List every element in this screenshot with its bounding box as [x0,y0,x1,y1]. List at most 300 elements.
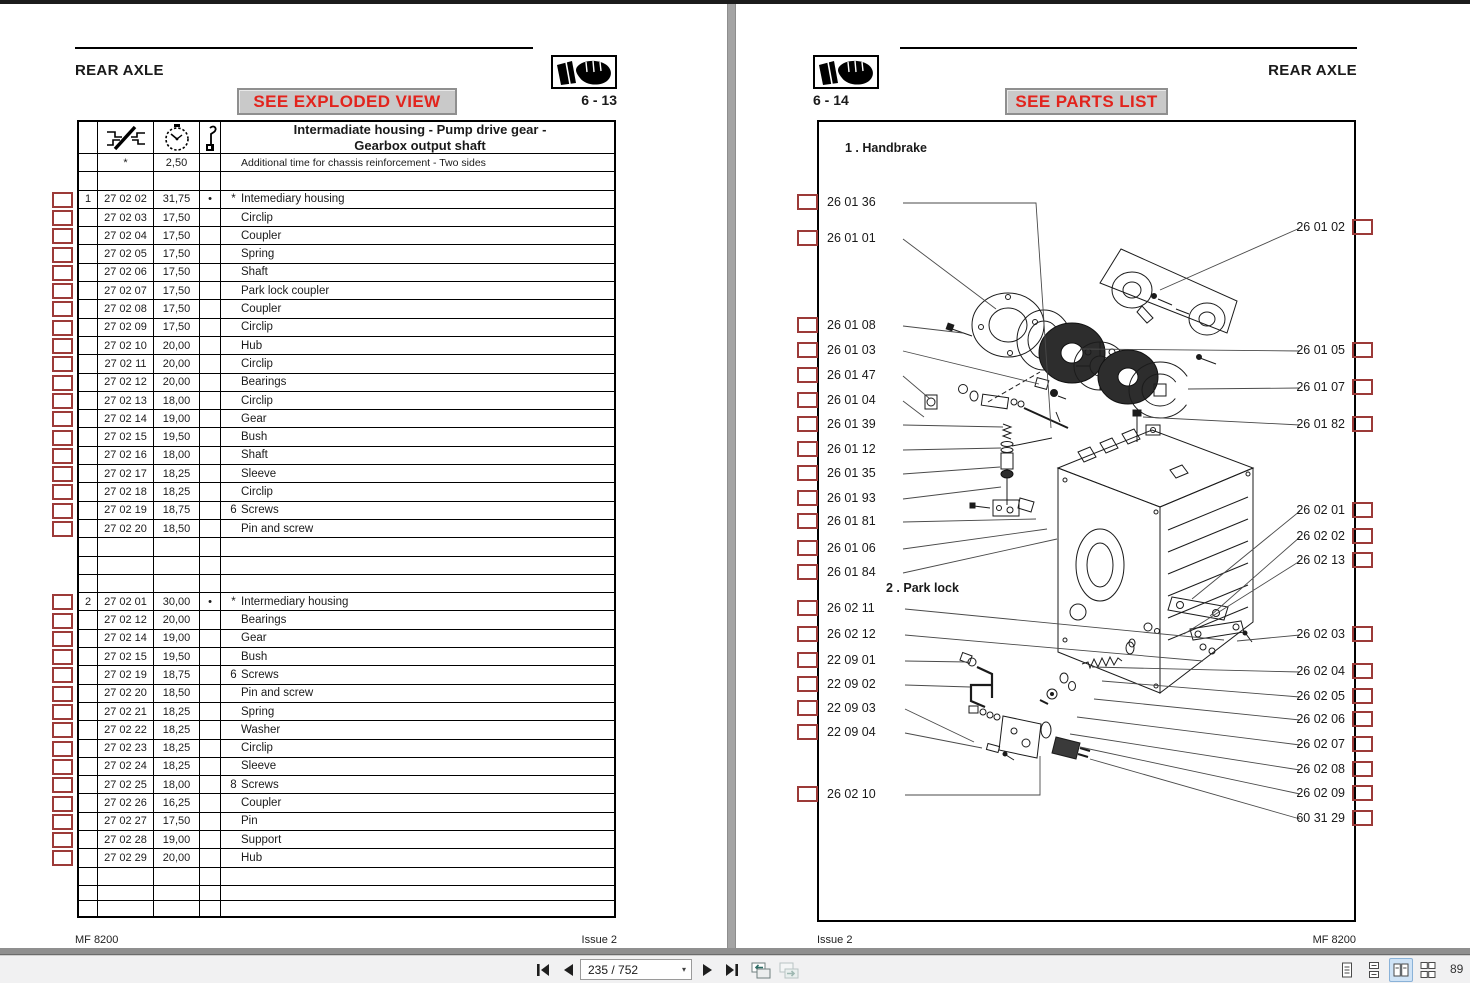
cell-c3 [200,374,221,391]
cell-c1 [98,886,154,900]
part-number-label: 26 01 02 [1296,220,1345,234]
cell-c3 [200,300,221,317]
cell-c1: 27 02 15 [98,428,154,445]
cell-c1: 27 02 20 [98,685,154,702]
operation-row [79,282,614,300]
cell-description [221,868,614,885]
operation-link-box[interactable] [52,301,73,317]
cell-c1 [98,868,154,885]
cell-c2: 19,00 [154,410,200,427]
cell-description: Bush [241,650,268,663]
cell-c0 [79,520,98,537]
cell-c0 [79,901,98,916]
part-number-label: 26 01 05 [1296,343,1345,357]
stopwatch-icon [154,122,200,153]
cell-description: Circlip [241,321,273,334]
operation-link-box[interactable] [52,503,73,519]
part-link-box[interactable] [1352,528,1373,544]
cell-c0 [79,557,98,574]
operation-link-box[interactable] [52,338,73,354]
operation-row [79,209,614,227]
cell-description: Bearings [241,614,287,627]
cell-description: Pin and screw [241,687,314,700]
page-title: REAR AXLE [75,62,164,79]
cell-c0 [79,300,98,317]
page-number-combobox[interactable] [580,959,692,980]
cell-c0 [79,813,98,830]
table-row [79,901,614,916]
cell-c1: 27 02 02 [98,191,154,208]
operation-row [79,410,614,428]
cell-c2: 20,00 [154,849,200,866]
operation-row [79,300,614,318]
part-link-box[interactable] [797,342,818,358]
cell-c3 [200,337,221,354]
cell-c2 [154,868,200,885]
cell-description: Park lock coupler [241,284,330,297]
cell-c1: 27 02 24 [98,758,154,775]
operations-table-header [79,122,614,154]
cell-c1: * [98,154,154,171]
part-link-box[interactable] [797,626,818,642]
cell-c2: 18,75 [154,666,200,683]
cell-c1: 27 02 26 [98,794,154,811]
page-title: REAR AXLE [1268,62,1357,79]
cell-c1: 27 02 18 [98,483,154,500]
page-number-value: 235 / 752 [588,962,639,977]
operation-link-box[interactable] [52,850,73,866]
cell-c2 [154,172,200,189]
cell-c0 [79,374,98,391]
operation-row [79,245,614,263]
part-number-label: 26 01 84 [827,565,876,579]
part-link-box[interactable] [1352,663,1373,679]
cell-description: 8 Screws [230,778,279,791]
cell-description: Sleeve [241,760,277,773]
cell-c1: 27 02 19 [98,502,154,519]
part-link-box[interactable] [1352,761,1373,777]
part-link-box[interactable] [1352,219,1373,235]
part-number-label: 22 09 02 [827,677,876,691]
part-link-box[interactable] [797,416,818,432]
part-link-box[interactable] [1352,552,1373,568]
operation-row [79,630,614,648]
cell-c1: 27 02 06 [98,264,154,281]
cell-c1 [98,557,154,574]
cell-c1: 27 02 08 [98,300,154,317]
operation-link-box[interactable] [52,594,73,610]
cell-c0 [79,282,98,299]
part-link-box[interactable] [797,194,818,210]
cell-description: * Intemediary housing [231,193,345,206]
cell-description: Bush [241,431,268,444]
cell-c2 [154,575,200,592]
cell-c2: 18,00 [154,776,200,793]
cell-c0 [79,209,98,226]
part-link-box[interactable] [1352,810,1373,826]
cell-c0 [79,447,98,464]
part-number-label: 22 09 03 [827,701,876,715]
cell-c3 [200,758,221,775]
cell-c2: 17,50 [154,300,200,317]
operation-link-box[interactable] [52,320,73,336]
table-title: Intermadiate housing - Pump drive gear - Gearbox output shaft [293,122,547,153]
hand-press-icon [551,55,617,89]
cell-description: Additional time for chassis reinforcement - Two sides [241,156,486,169]
operation-link-box[interactable] [52,741,73,757]
part-link-box[interactable] [1352,711,1373,727]
cell-c0 [79,703,98,720]
cell-description [221,575,614,592]
cell-c2: 18,25 [154,703,200,720]
table-row [79,538,614,556]
operation-link-box[interactable] [52,192,73,208]
cell-c3 [200,630,221,647]
operation-link-box[interactable] [52,759,73,775]
part-number-label: 26 02 06 [1296,712,1345,726]
header-rule [75,47,533,49]
part-link-box[interactable] [1352,502,1373,518]
cell-c3 [200,502,221,519]
cell-c2: 19,50 [154,428,200,445]
cell-c0 [79,776,98,793]
operation-row [79,685,614,703]
cell-description: Pin and screw [241,522,314,535]
cell-c0 [79,831,98,848]
viewer-toolbar [0,955,1470,983]
cell-c1: 27 02 04 [98,227,154,244]
cell-c3 [200,849,221,866]
operation-row [79,319,614,337]
operation-row [79,483,614,501]
part-link-box[interactable] [797,392,818,408]
part-link-box[interactable] [1352,626,1373,642]
cell-description: Sleeve [241,467,277,480]
part-link-box[interactable] [797,786,818,802]
cell-c3 [200,813,221,830]
cell-description: Gear [241,412,267,425]
footer-issue: Issue 2 [581,934,617,946]
cell-c2: 17,50 [154,209,200,226]
part-number-label: 26 01 36 [827,195,876,209]
operation-link-box[interactable] [52,228,73,244]
cell-c0 [79,886,98,900]
cell-c3 [200,685,221,702]
cell-c0 [79,721,98,738]
previous-view-button[interactable] [748,958,772,982]
part-number-label: 26 02 13 [1296,553,1345,567]
operation-row [79,703,614,721]
section-2-label: 2 . Park lock [886,581,959,595]
operation-row [79,264,614,282]
next-view-button[interactable] [776,958,800,982]
operation-link-box[interactable] [52,265,73,281]
layout-two-page-continuous-button[interactable] [1416,958,1440,982]
layout-single-page-button[interactable] [1335,958,1359,982]
cell-c3: • [200,191,221,208]
cell-description: 6 Screws [230,504,279,517]
wrench-icon [200,122,221,153]
cell-c3 [200,901,221,916]
part-number-label: 26 01 06 [827,541,876,555]
operation-link-box[interactable] [52,375,73,391]
cell-c2: 18,25 [154,740,200,757]
cell-c3 [200,154,221,171]
part-number-label: 60 31 29 [1296,811,1345,825]
part-number-label: 26 02 05 [1296,689,1345,703]
table-row [79,575,614,593]
cell-c3 [200,465,221,482]
operation-row [79,465,614,483]
layout-continuous-button[interactable] [1362,958,1386,982]
part-link-box[interactable] [797,230,818,246]
operation-link-box[interactable] [52,356,73,372]
footer-model: MF 8200 [75,934,119,946]
cell-c2: 18,25 [154,465,200,482]
cell-description: Circlip [241,485,273,498]
operation-row [79,428,614,446]
part-link-box[interactable] [797,490,818,506]
section-1-label: 1 . Handbrake [845,141,927,155]
operation-row [79,191,614,209]
operation-link-box[interactable] [52,722,73,738]
cell-c2: 18,50 [154,520,200,537]
part-link-box[interactable] [1352,379,1373,395]
cell-description: * Intermediary housing [231,595,349,608]
operation-link-box[interactable] [52,466,73,482]
cell-c1: 27 02 12 [98,374,154,391]
cell-c2: 17,50 [154,282,200,299]
operation-link-box[interactable] [52,777,73,793]
operation-row [79,337,614,355]
cell-c2 [154,557,200,574]
part-link-box[interactable] [797,513,818,529]
operation-row [79,831,614,849]
operation-link-box[interactable] [52,649,73,665]
part-link-box[interactable] [1352,416,1373,432]
cell-c2: 20,00 [154,611,200,628]
part-number-label: 26 01 03 [827,343,876,357]
cell-c1: 27 02 11 [98,355,154,372]
cell-c2: 17,50 [154,813,200,830]
cell-c0 [79,410,98,427]
part-link-box[interactable] [1352,736,1373,752]
cell-c3 [200,392,221,409]
cell-c3 [200,666,221,683]
operation-link-box[interactable] [52,411,73,427]
see-parts-list-button[interactable] [1005,88,1168,115]
cell-c2: 19,00 [154,630,200,647]
cell-c0: 1 [79,191,98,208]
cell-c2: 20,00 [154,337,200,354]
operation-link-box[interactable] [52,393,73,409]
operation-row [79,849,614,867]
part-link-box[interactable] [797,652,818,668]
cell-c1: 27 02 15 [98,648,154,665]
first-page-button[interactable] [531,958,555,982]
table-row [79,557,614,575]
page-gap [727,4,736,948]
cell-description: Coupler [241,303,282,316]
cell-c1: 27 02 17 [98,465,154,482]
cell-c3 [200,319,221,336]
operation-link-box[interactable] [52,686,73,702]
cell-c3 [200,557,221,574]
part-number-label: 26 02 02 [1296,529,1345,543]
operation-link-box[interactable] [52,814,73,830]
cell-c3 [200,227,221,244]
cell-c1 [98,575,154,592]
operation-row [79,520,614,538]
previous-page-button[interactable] [556,958,580,982]
part-link-box[interactable] [1352,342,1373,358]
operation-row [79,740,614,758]
operation-link-box[interactable] [52,448,73,464]
operation-link-box[interactable] [52,667,73,683]
see-exploded-view-button[interactable] [237,88,457,115]
cell-c0 [79,868,98,885]
zoom-value: 89 [1450,962,1464,976]
cell-c0 [79,245,98,262]
cell-c3 [200,868,221,885]
cell-c1 [98,172,154,189]
cell-description [221,172,614,189]
operation-row [79,374,614,392]
cell-c1: 27 02 13 [98,392,154,409]
cell-c0 [79,319,98,336]
part-number-label: 26 01 82 [1296,417,1345,431]
part-link-box[interactable] [797,465,818,481]
part-number-label: 26 01 81 [827,514,876,528]
cell-c0 [79,648,98,665]
cell-c1: 27 02 25 [98,776,154,793]
last-page-button[interactable] [720,958,744,982]
part-number-label: 22 09 01 [827,653,876,667]
operation-link-box[interactable] [52,631,73,647]
table-row [79,172,614,190]
part-link-box[interactable] [797,676,818,692]
cell-description: Shaft [241,449,268,462]
cell-c3 [200,831,221,848]
cell-description: Circlip [241,211,273,224]
cell-c1 [98,538,154,555]
table-row [79,868,614,886]
cell-description [221,557,614,574]
part-number-label: 26 01 04 [827,393,876,407]
operation-link-box[interactable] [52,247,73,263]
operation-link-box[interactable] [52,521,73,537]
cell-c3 [200,428,221,445]
cell-c2: 19,50 [154,648,200,665]
cell-c3: • [200,593,221,610]
part-link-box[interactable] [1352,785,1373,801]
cell-c3 [200,245,221,262]
cell-c2: 18,50 [154,685,200,702]
part-link-box[interactable] [797,317,818,333]
operation-row [79,227,614,245]
cell-c1: 27 02 09 [98,319,154,336]
cell-description: Circlip [241,394,273,407]
cell-c2: 19,00 [154,831,200,848]
cell-c3 [200,520,221,537]
cell-c1: 27 02 19 [98,666,154,683]
cell-c2: 20,00 [154,374,200,391]
cell-description [221,538,614,555]
part-link-box[interactable] [797,367,818,383]
part-link-box[interactable] [797,700,818,716]
cell-c2: 17,50 [154,264,200,281]
cell-c2: 16,25 [154,794,200,811]
operation-link-box[interactable] [52,704,73,720]
cell-c1: 27 02 22 [98,721,154,738]
part-number-label: 26 02 11 [827,601,875,615]
operation-row [79,794,614,812]
cell-description: Hub [241,851,263,864]
cell-c2 [154,901,200,916]
cell-c2: 18,00 [154,392,200,409]
cell-c3 [200,776,221,793]
part-link-box[interactable] [797,540,818,556]
part-link-box[interactable] [797,600,818,616]
cell-description: Circlip [241,742,273,755]
part-number-label: 26 01 07 [1296,380,1345,394]
cell-c1: 27 02 07 [98,282,154,299]
cell-description: Bearings [241,376,287,389]
operation-link-box[interactable] [52,832,73,848]
cell-c0 [79,630,98,647]
cell-c3 [200,794,221,811]
part-link-box[interactable] [797,441,818,457]
cell-c0 [79,428,98,445]
cell-c0 [79,740,98,757]
part-number-label: 26 02 07 [1296,737,1345,751]
cell-c2: 18,25 [154,483,200,500]
cell-c3 [200,483,221,500]
cell-c3 [200,721,221,738]
hand-press-icon [813,55,879,89]
cell-c0 [79,611,98,628]
cell-description: Gear [241,632,267,645]
part-number-label: 26 02 09 [1296,786,1345,800]
part-link-box[interactable] [797,724,818,740]
part-link-box[interactable] [797,564,818,580]
part-number-label: 26 01 93 [827,491,876,505]
part-link-box[interactable] [1352,688,1373,704]
page-number: 6 - 14 [813,92,849,108]
cell-c0 [79,666,98,683]
part-number-label: 26 01 08 [827,318,876,332]
operations-table-body [79,154,614,916]
cell-c1: 27 02 28 [98,831,154,848]
operation-link-box[interactable] [52,796,73,812]
operation-link-box[interactable] [52,613,73,629]
next-page-button[interactable] [696,958,720,982]
operation-row [79,593,614,611]
operation-link-box[interactable] [52,283,73,299]
footer-issue: Issue 2 [817,934,853,946]
cell-c3 [200,172,221,189]
cell-c0 [79,337,98,354]
operation-link-box[interactable] [52,484,73,500]
operation-link-box[interactable] [52,430,73,446]
cell-description: Circlip [241,357,273,370]
cell-c2: 18,75 [154,502,200,519]
footer-model: MF 8200 [1312,934,1356,946]
cell-c0 [79,538,98,555]
cell-description: Coupler [241,229,282,242]
operation-link-box[interactable] [52,210,73,226]
layout-two-page-button[interactable] [1389,958,1413,982]
